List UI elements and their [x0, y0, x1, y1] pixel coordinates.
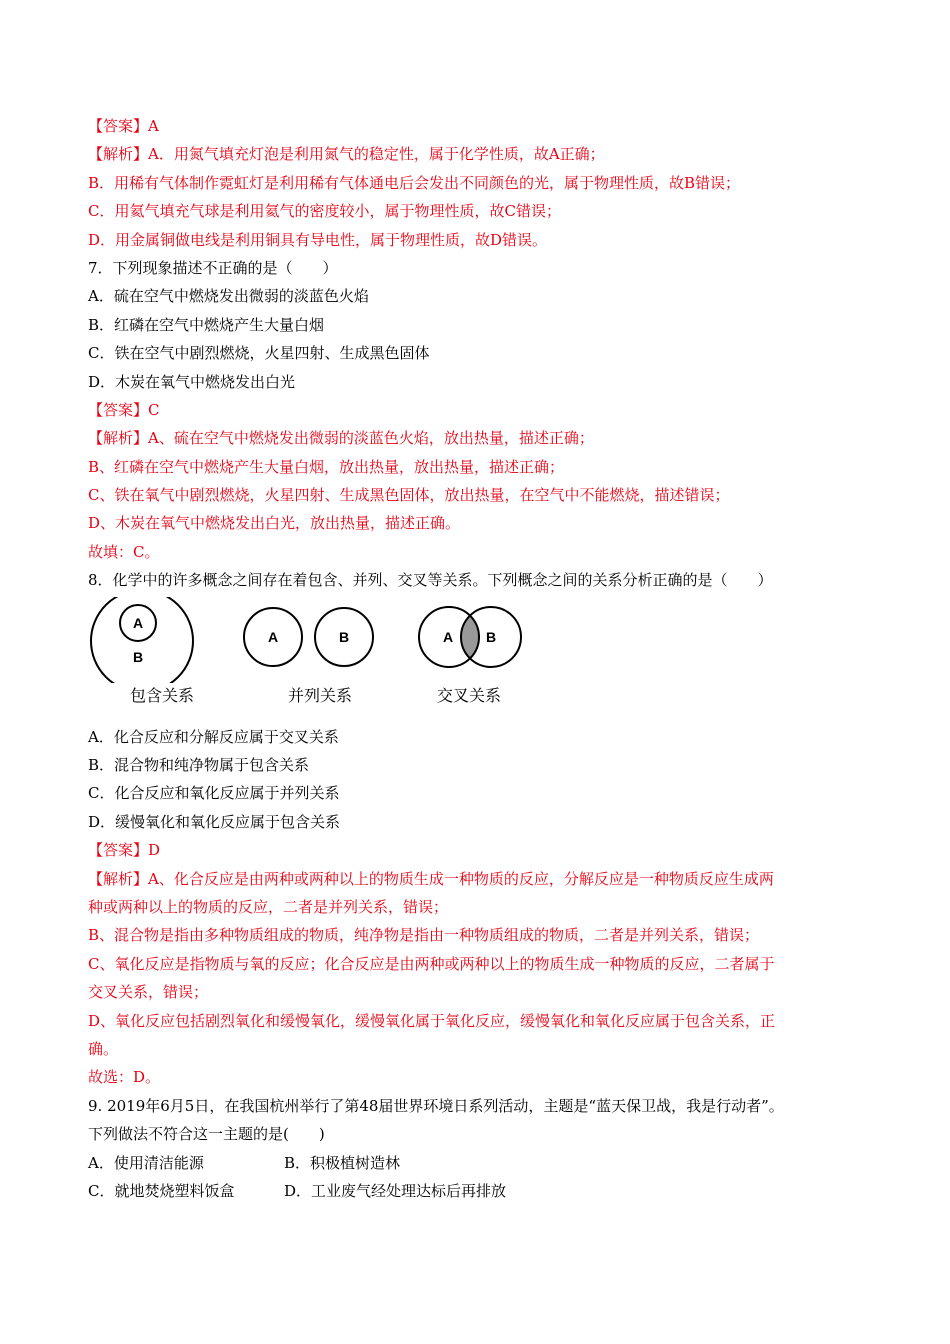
q8-option: C．化合反应和氧化反应属于并列关系 — [88, 784, 340, 803]
q9-option: A．使用清洁能源 — [88, 1153, 204, 1172]
q8-option: A．化合反应和分解反应属于交叉关系 — [88, 727, 339, 746]
parallel-caption: 并列关系 — [288, 685, 353, 705]
q7-option: C．铁在空气中剧烈燃烧，火星四射、生成黑色固体 — [88, 344, 430, 363]
contain-caption: 包含关系 — [130, 685, 195, 705]
parallel-right-label: B — [338, 628, 350, 645]
parallel-left-label: A — [267, 628, 279, 645]
q7-analysis-line: D、木炭在氧气中燃烧发出白光，放出热量，描述正确。 — [88, 514, 461, 533]
q9-option: C．就地焚烧塑料饭盒 — [88, 1181, 235, 1200]
q7-conclusion: 故填：C。 — [88, 542, 160, 561]
q8-analysis-line: 交叉关系，错误； — [88, 983, 209, 1002]
q8-analysis-line: 确。 — [88, 1039, 119, 1058]
q8-analysis-line: D、氧化反应包括剧烈氧化和缓慢氧化，缓慢氧化属于氧化反应，缓慢氧化和氧化反应属于包含关系，正 — [88, 1011, 776, 1030]
q8-analysis-line: B、混合物是指由多种物质组成的物质，纯净物是指由一种物质组成的物质，二者是并列关系，错误； — [88, 926, 760, 945]
q9-options-row — [88, 1149, 868, 1177]
q6-analysis-line: 【解析】A．用氮气填充灯泡是利用氮气的稳定性，属于化学性质，故A正确； — [88, 145, 605, 164]
cross-caption: 交叉关系 — [437, 685, 502, 705]
q8-answer: 【答案】D — [88, 841, 161, 860]
relationship-diagram — [88, 597, 868, 723]
contain-inner-label: A — [132, 614, 144, 631]
q7-stem: 7．下列现象描述不正确的是（ ） — [88, 258, 338, 277]
q9-option: B．积极植树造林 — [284, 1153, 401, 1172]
q8-analysis-line: 种或两种以上的物质的反应，二者是并列关系，错误； — [88, 897, 449, 916]
q9-stem-continued: 下列做法不符合这一主题的是( ) — [88, 1125, 325, 1144]
q7-analysis-line: B、红磷在空气中燃烧产生大量白烟，放出热量，放出热量，描述正确； — [88, 457, 565, 476]
q8-stem: 8．化学中的许多概念之间存在着包含、并列、交叉等关系。下列概念之间的关系分析正确的是（ ） — [88, 571, 773, 590]
contain-outer-label: B — [132, 648, 144, 665]
q8-conclusion: 故选：D。 — [88, 1068, 161, 1087]
q8-option: D．缓慢氧化和氧化反应属于包含关系 — [88, 812, 341, 831]
q6-answer: 【答案】A — [88, 117, 159, 135]
q7-option: D．木炭在氧气中燃烧发出白光 — [88, 372, 296, 391]
q7-option: A．硫在空气中燃烧发出微弱的淡蓝色火焰 — [88, 287, 369, 306]
cross-right-label: B — [485, 628, 497, 645]
q7-analysis-line: 【解析】A、硫在空气中燃烧发出微弱的淡蓝色火焰，放出热量，描述正确； — [88, 429, 594, 448]
q6-analysis-line: D．用金属铜做电线是利用铜具有导电性，属于物理性质，故D错误。 — [88, 230, 548, 249]
q7-analysis-line: C、铁在氧气中剧烈燃烧，火星四射、生成黑色固体，放出热量，在空气中不能燃烧，描述错误； — [88, 486, 730, 505]
q8-analysis-line: C、氧化反应是指物质与氧的反应；化合反应是由两种或两种以上的物质生成一种物质的反应，二者属于 — [88, 954, 775, 973]
q6-analysis-line: B．用稀有气体制作霓虹灯是利用稀有气体通电后会发出不同颜色的光，属于物理性质，故B错误； — [88, 173, 741, 192]
q9-options-row — [88, 1177, 868, 1205]
document-page — [88, 112, 868, 1205]
q7-option: B．红磷在空气中燃烧产生大量白烟 — [88, 315, 325, 334]
q8-analysis-line: 【解析】A、化合反应是由两种或两种以上的物质生成一种物质的反应，分解反应是一种物质反应生成两 — [88, 869, 774, 888]
q6-analysis-line: C．用氦气填充气球是利用氦气的密度较小，属于物理性质，故C错误； — [88, 202, 561, 221]
cross-left-label: A — [442, 628, 454, 645]
q7-answer: 【答案】C — [88, 400, 160, 419]
q8-option: B．混合物和纯净物属于包含关系 — [88, 756, 310, 775]
venn-diagrams — [88, 597, 548, 683]
q9-stem: 9. 2019年6月5日，在我国杭州举行了第48届世界环境日系列活动，主题是“蓝天保卫战，我是行动者”。 — [88, 1096, 784, 1115]
q9-option: D．工业废气经处理达标后再排放 — [284, 1181, 507, 1200]
